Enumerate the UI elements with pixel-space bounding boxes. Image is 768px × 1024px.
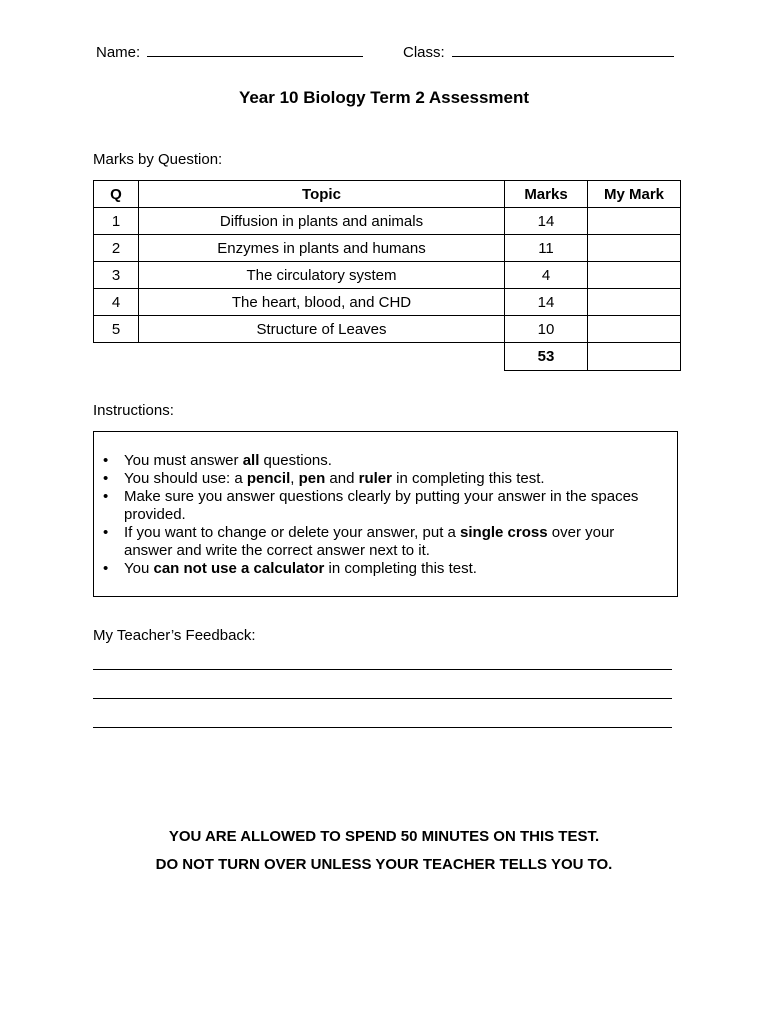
instruction-text: questions. [259,452,332,469]
instruction-emphasis: pen [298,470,326,487]
column-header-marks: Marks [505,181,588,208]
empty-cell [139,343,505,371]
question-topic: Structure of Leaves [139,316,505,343]
instruction-emphasis: ruler [358,470,392,487]
feedback-label: My Teacher’s Feedback: [93,627,256,644]
question-topic: The circulatory system [139,262,505,289]
instruction-emphasis: single cross [460,524,548,541]
instruction-item [103,452,664,470]
instruction-text: in completing this test. [392,470,545,487]
instruction-text: If you want to change or delete your answer, put a [124,524,461,541]
total-marks: 53 [505,343,588,371]
instruction-item [103,470,664,488]
question-marks: 4 [505,262,588,289]
question-marks: 10 [505,316,588,343]
question-topic: Enzymes in plants and humans [139,235,505,262]
column-header-my-mark: My Mark [588,181,681,208]
instruction-text: over your answer and write the correct answer next to it. [124,524,615,559]
class-label: Class: [403,44,445,61]
feedback-line[interactable] [93,698,672,699]
bullet-icon: • [103,470,109,487]
instructions-label: Instructions: [93,402,174,419]
name-blank-line[interactable] [147,42,363,57]
bullet-icon: • [103,524,109,541]
question-marks: 14 [505,289,588,316]
instruction-text: in completing this test. [324,560,477,577]
instruction-text: You should use: a [124,470,247,487]
instruction-emphasis: can not use a calculator [153,560,325,577]
class-field [403,42,674,62]
my-mark-cell[interactable] [588,289,681,316]
instruction-item [103,560,664,578]
instructions-list [103,452,664,578]
instruction-text: Make sure you answer questions clearly by putting your answer in the spaces provided. [124,488,639,523]
instructions-box [93,431,678,597]
my-total-cell[interactable] [588,343,681,371]
question-topic: Diffusion in plants and animals [139,208,505,235]
marks-section-label: Marks by Question: [93,151,223,168]
bullet-icon: • [103,488,109,505]
page-title: Year 10 Biology Term 2 Assessment [238,88,530,107]
instruction-item [103,488,664,524]
total-row [94,343,681,371]
instruction-text: , [290,470,299,487]
instruction-text: You must answer [124,452,243,469]
name-label: Name: [96,44,141,61]
bullet-icon: • [103,560,109,577]
question-number: 2 [94,235,139,262]
table-row [94,316,681,343]
question-number: 3 [94,262,139,289]
instruction-item [103,524,664,560]
feedback-line[interactable] [93,669,672,670]
time-allowed-notice: YOU ARE ALLOWED TO SPEND 50 MINUTES ON THIS TEST. [168,828,600,845]
question-topic: The heart, blood, and CHD [139,289,505,316]
my-mark-cell[interactable] [588,208,681,235]
empty-cell [94,343,139,371]
my-mark-cell[interactable] [588,316,681,343]
feedback-line[interactable] [93,727,672,728]
marks-table [93,180,681,371]
instruction-text: You [124,560,154,577]
table-row [94,262,681,289]
instruction-emphasis: all [242,452,260,469]
name-field [96,42,363,62]
column-header-q: Q [94,181,139,208]
column-header-topic: Topic [139,181,505,208]
question-number: 4 [94,289,139,316]
table-row [94,289,681,316]
question-marks: 11 [505,235,588,262]
instruction-text: and [325,470,359,487]
question-number: 1 [94,208,139,235]
table-row [94,235,681,262]
my-mark-cell[interactable] [588,262,681,289]
do-not-turn-notice: DO NOT TURN OVER UNLESS YOUR TEACHER TELLS YOU TO. [155,856,613,873]
question-marks: 14 [505,208,588,235]
table-row [94,208,681,235]
table-header-row [94,181,681,208]
bullet-icon: • [103,452,109,469]
question-number: 5 [94,316,139,343]
my-mark-cell[interactable] [588,235,681,262]
class-blank-line[interactable] [452,42,674,57]
instruction-emphasis: pencil [246,470,291,487]
